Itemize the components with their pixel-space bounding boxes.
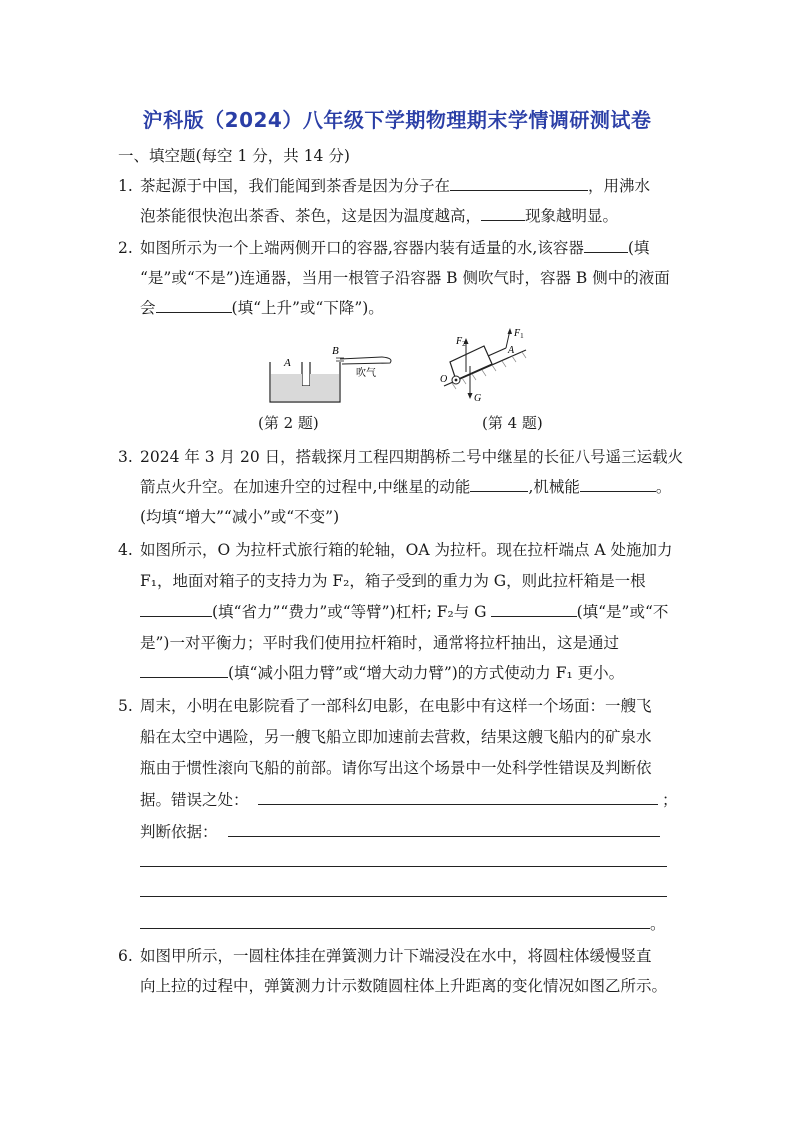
q2-blank-2[interactable] [156, 298, 232, 313]
fig4-label-f2: $F_2$ [456, 336, 466, 348]
q1-line-2 [140, 206, 618, 226]
q3-text-2c: 。 [655, 478, 672, 496]
water-left [271, 374, 302, 401]
water-bottom [302, 386, 310, 401]
q3-text-2b: ,机械能 [528, 478, 580, 496]
q4-blank-3[interactable] [140, 663, 228, 678]
q4-line-2: F₁，地面对箱子的支持力为 F₂，箱子受到的重力为 G，则此拉杆箱是一根 [140, 572, 646, 590]
q4-number: 4. [118, 541, 133, 559]
q2-text-3b: (填“上升”或“下降”)。 [231, 299, 384, 317]
q5-text-4a: 据。错误之处： [140, 791, 249, 809]
q6-number: 6. [118, 947, 133, 965]
figure-2-container-diagram [260, 340, 400, 408]
q4-line-1: 如图所示，O 为拉杆式旅行箱的轮轴，OA 为拉杆。现在拉杆端点 A 处施加力 [140, 541, 673, 559]
q3-text-2a: 箭点火升空。在加速升空的过程中,中继星的动能 [140, 478, 471, 496]
q4-blank-2[interactable] [491, 602, 577, 617]
q6-line-1: 如图甲所示，一圆柱体挂在弹簧测力计下端浸没在水中，将圆柱体缓慢竖直 [140, 947, 652, 965]
q5-error-answer-line[interactable] [258, 804, 658, 805]
q4-line-5 [140, 663, 624, 683]
q5-basis-answer-line-4[interactable] [140, 928, 650, 929]
q1-number: 1. [118, 177, 133, 195]
q4-line-4: 是”)一对平衡力；平时我们使用拉杆箱时，通常将拉杆抽出，这是通过 [140, 634, 619, 652]
q5-basis-answer-line-2[interactable] [140, 866, 667, 867]
q3-number: 3. [118, 448, 133, 466]
q5-line-2: 船在太空中遇险，另一艘飞船立即加速前去营救，结果这艘飞船内的矿泉水 [140, 728, 652, 746]
q1-text-1a: 茶起源于中国，我们能闻到茶香是因为分子在 [140, 177, 451, 195]
q5-line-4 [140, 790, 249, 810]
fig4-label-g: G [474, 393, 482, 404]
q3-line-2 [140, 477, 671, 497]
figure-4-caption: (第 4 题) [482, 414, 543, 432]
q2-text-1a: 如图所示为一个上端两侧开口的容器,容器内装有适量的水,该容器 [140, 239, 584, 257]
q2-number: 2. [118, 239, 133, 257]
q4-text-5: (填“减小阻力臂”或“增大动力臂”)的方式使动力 F₁ 更小。 [228, 664, 625, 682]
q5-line-1: 周末，小明在电影院看了一部科幻电影，在电影中有这样一个场面：一艘飞 [140, 697, 652, 715]
q4-text-3a: (填“省力”“费力”或“等臂”)杠杆; F₂与 G [212, 603, 487, 621]
suitcase-body [450, 346, 492, 380]
q5-text-4b: ； [662, 791, 678, 809]
q2-blank-1[interactable] [584, 238, 628, 253]
q6-line-2: 向上拉的过程中，弹簧测力计示数随圆柱体上升距离的变化情况如图乙所示。 [140, 977, 668, 995]
water-right [310, 374, 339, 401]
fig4-label-o: O [440, 374, 448, 385]
q2-line-3 [140, 298, 384, 318]
figure-2-caption: (第 2 题) [258, 414, 319, 432]
fig4-label-a: A [508, 345, 515, 356]
q2-line-1 [140, 238, 649, 258]
q1-blank-2[interactable] [481, 206, 525, 221]
q2-line-2: “是”或“不是”)连通器，当用一根管子沿容器 B 侧吹气时，容器 B 侧中的液面 [140, 269, 670, 287]
q3-blank-2[interactable] [580, 477, 656, 492]
q4-blank-1[interactable] [140, 602, 212, 617]
q3-blank-1[interactable] [470, 477, 528, 492]
fig4-label-f1: $F_1$ [514, 328, 524, 340]
q2-text-3a: 会 [140, 299, 156, 317]
fig2-label-a: A [284, 357, 291, 369]
pull-rod [488, 348, 506, 356]
q1-text-1b: ，用沸水 [588, 177, 651, 195]
force-f1-arrowhead [508, 328, 513, 334]
q1-line-1 [140, 176, 650, 196]
q4-line-3 [140, 602, 668, 622]
wheel-center [455, 379, 458, 382]
blow-tube [340, 357, 391, 364]
q3-line-1: 2024 年 3 月 20 日，搭载探月工程四期鹊桥二号中继星的长征八号遥三运载火 [140, 448, 684, 466]
q5-line-5: 判断依据： [140, 823, 218, 841]
q1-text-2a: 泡茶能很快泡出茶香、茶色，这是因为温度越高， [140, 207, 482, 225]
force-g-arrowhead [468, 393, 473, 399]
figure-4-trolley-diagram [438, 326, 530, 406]
q2-text-1b: (填 [627, 239, 650, 257]
q5-basis-answer-line-3[interactable] [140, 896, 667, 897]
q3-line-3: (均填“增大”“减小”或“不变”) [140, 508, 340, 526]
q1-text-2b: 现象越明显。 [525, 207, 619, 225]
q5-number: 5. [118, 697, 133, 715]
q4-text-3b: (填“是”或“不 [576, 603, 669, 621]
q5-basis-answer-line-1[interactable] [228, 836, 660, 837]
fig2-label-b: B [332, 345, 339, 357]
q5-end-mark: 。 [650, 915, 666, 933]
section-heading: 一、填空题(每空 1 分，共 14 分) [118, 147, 350, 165]
fig2-blow-label: 吹气 [356, 368, 376, 379]
page-title: 沪科版（2024）八年级下学期物理期末学情调研测试卷 [142, 108, 652, 132]
q5-line-3: 瓶由于惯性滚向飞船的前部。请你写出这个场景中一处科学性错误及判断依 [140, 759, 652, 777]
q1-blank-1[interactable] [450, 176, 588, 191]
